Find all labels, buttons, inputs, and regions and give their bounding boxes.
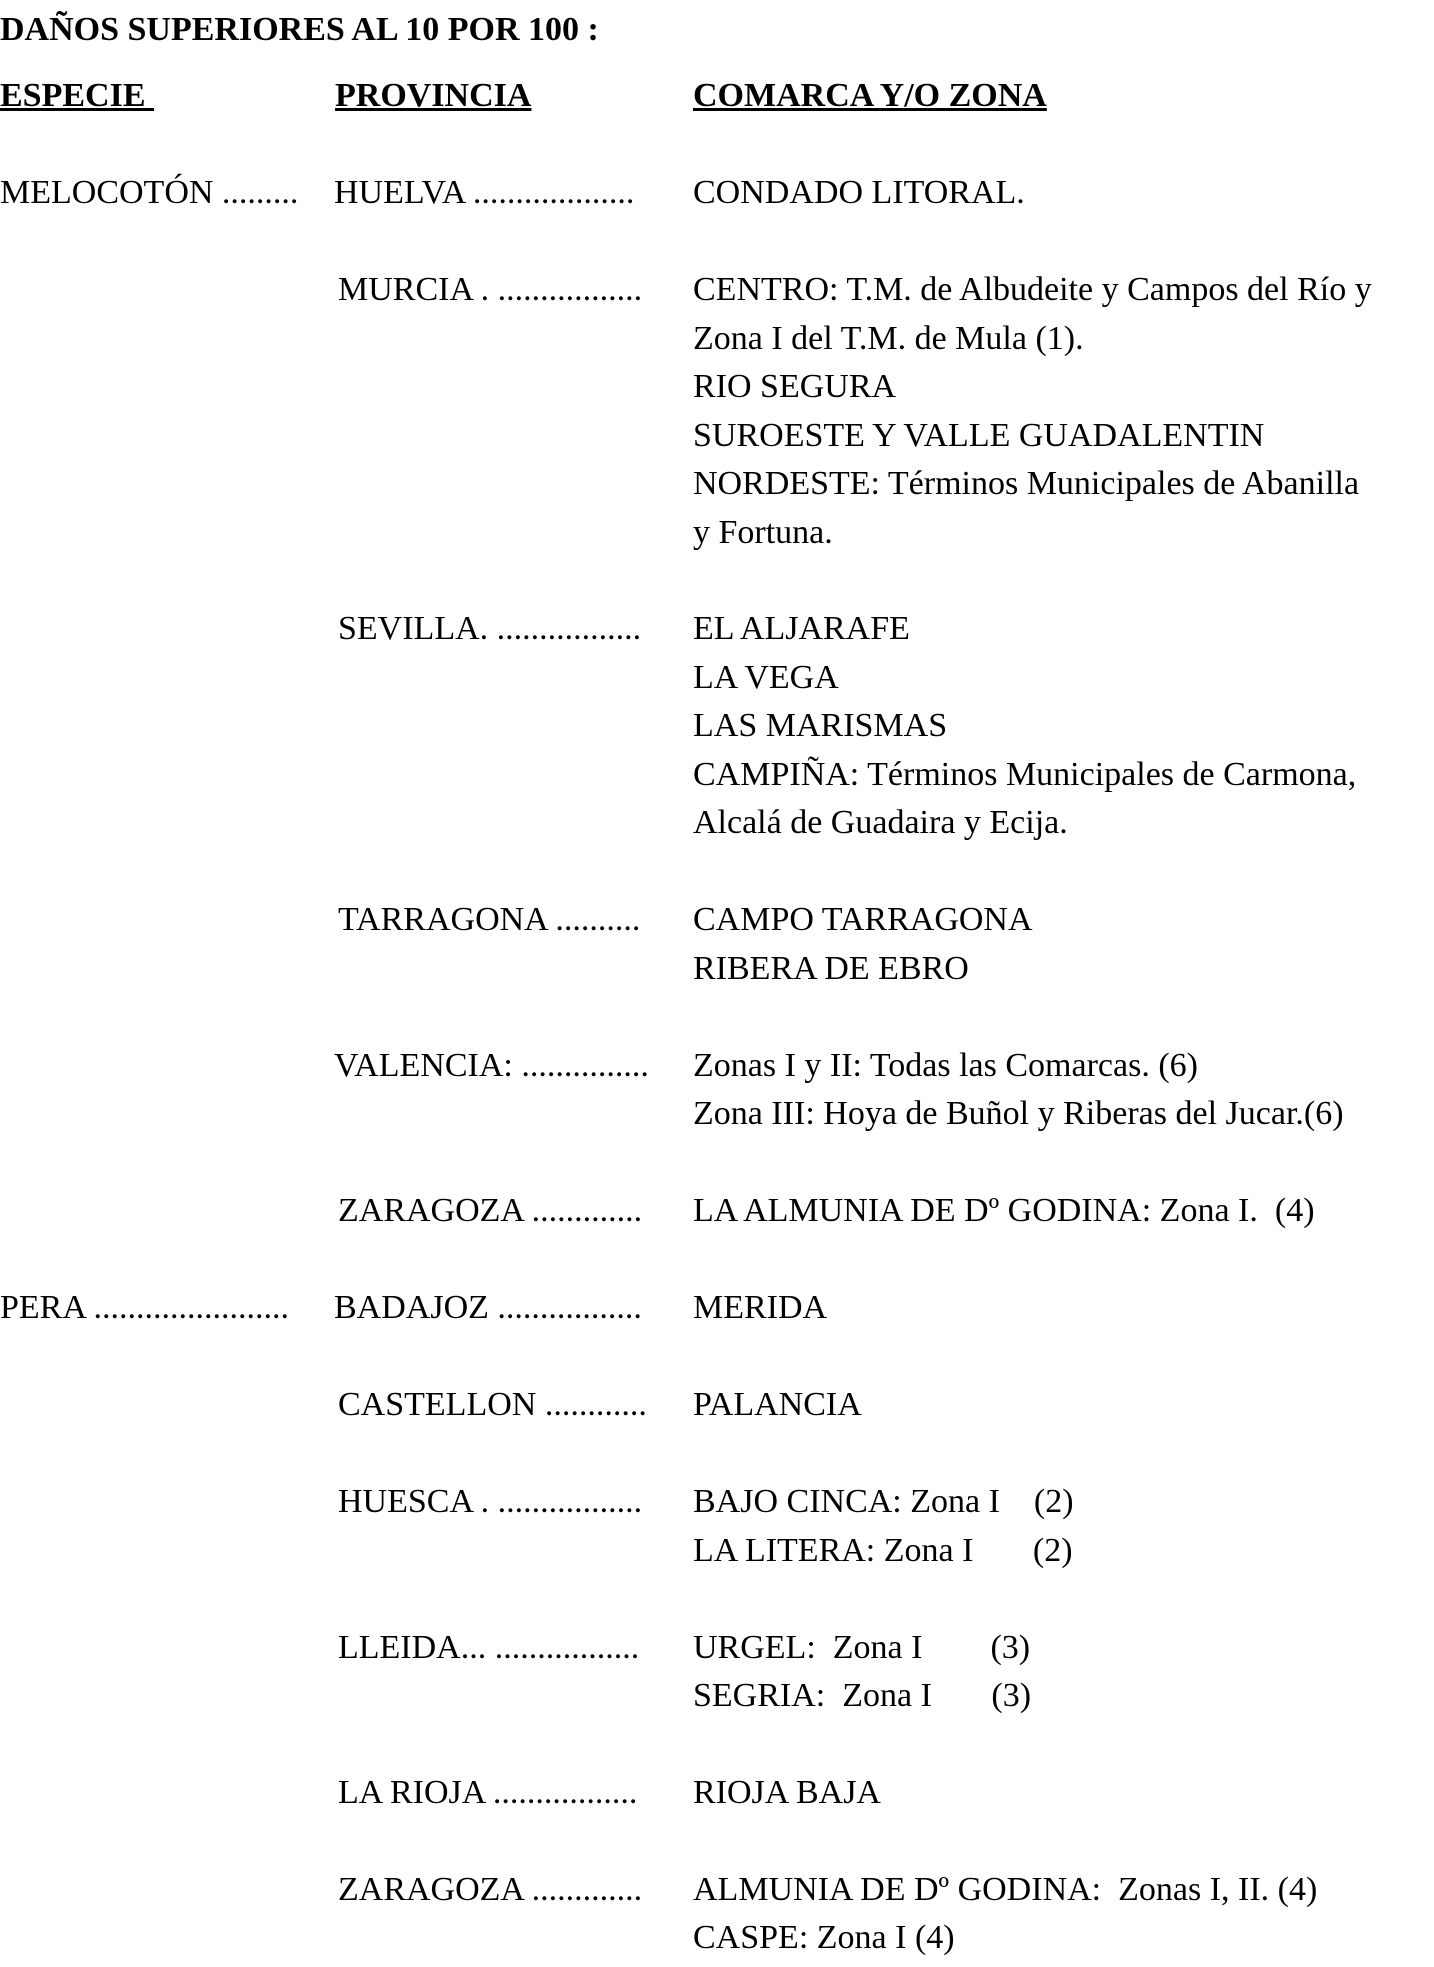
comarca-cell: Zona I del T.M. de Mula (1). bbox=[693, 320, 1084, 357]
provincia-cell: LA RIOJA ................. bbox=[338, 1774, 638, 1811]
provincia-cell: LLEIDA... ................. bbox=[338, 1629, 640, 1666]
provincia-cell: BADAJOZ ................. bbox=[334, 1289, 642, 1326]
comarca-cell: RIBERA DE EBRO bbox=[693, 950, 969, 987]
provincia-cell: ZARAGOZA ............. bbox=[338, 1871, 643, 1908]
especie-cell: PERA ....................... bbox=[0, 1289, 290, 1326]
comarca-cell: MERIDA bbox=[693, 1289, 828, 1326]
comarca-cell: RIOJA BAJA bbox=[693, 1774, 881, 1811]
comarca-cell: LA VEGA bbox=[693, 659, 839, 696]
comarca-cell: CONDADO LITORAL. bbox=[693, 174, 1025, 211]
comarca-cell: PALANCIA bbox=[693, 1386, 862, 1423]
comarca-cell: Alcalá de Guadaira y Ecija. bbox=[693, 804, 1068, 841]
comarca-cell: Zona III: Hoya de Buñol y Riberas del Jucar.(6) bbox=[693, 1095, 1344, 1132]
comarca-cell: LAS MARISMAS bbox=[693, 707, 948, 744]
comarca-cell: URGEL: Zona I (3) bbox=[693, 1629, 1031, 1666]
comarca-cell: CASPE: Zona I (4) bbox=[693, 1919, 955, 1956]
provincia-cell: ZARAGOZA ............. bbox=[338, 1192, 643, 1229]
header-especie: ESPECIE bbox=[0, 77, 154, 114]
provincia-cell: HUESCA . ................. bbox=[338, 1483, 643, 1520]
comarca-cell: RIO SEGURA bbox=[693, 368, 897, 405]
comarca-cell: ALMUNIA DE Dº GODINA: Zonas I, II. (4) bbox=[693, 1871, 1318, 1908]
comarca-cell: CENTRO: T.M. de Albudeite y Campos del Río y bbox=[693, 271, 1372, 308]
header-comarca: COMARCA Y/O ZONA bbox=[693, 77, 1047, 114]
comarca-cell: BAJO CINCA: Zona I (2) bbox=[693, 1483, 1074, 1520]
header-provincia: PROVINCIA bbox=[335, 77, 532, 114]
comarca-cell: NORDESTE: Términos Municipales de Abanilla bbox=[693, 465, 1360, 502]
provincia-cell: CASTELLON ............ bbox=[338, 1386, 647, 1423]
provincia-cell: MURCIA . ................. bbox=[338, 271, 643, 308]
comarca-cell: EL ALJARAFE bbox=[693, 610, 910, 647]
comarca-cell: LA LITERA: Zona I (2) bbox=[693, 1532, 1073, 1569]
comarca-cell: CAMPIÑA: Términos Municipales de Carmona, bbox=[693, 756, 1357, 793]
provincia-cell: VALENCIA: ............... bbox=[334, 1047, 649, 1084]
provincia-cell: HUELVA ................... bbox=[334, 174, 635, 211]
comarca-cell: CAMPO TARRAGONA bbox=[693, 901, 1033, 938]
especie-cell: MELOCOTÓN ......... bbox=[0, 174, 299, 211]
comarca-cell: Zonas I y II: Todas las Comarcas. (6) bbox=[693, 1047, 1198, 1084]
provincia-cell: SEVILLA. ................. bbox=[338, 610, 642, 647]
provincia-cell: TARRAGONA .......... bbox=[338, 901, 641, 938]
comarca-cell: SEGRIA: Zona I (3) bbox=[693, 1677, 1032, 1714]
page-title: DAÑOS SUPERIORES AL 10 POR 100 : bbox=[0, 11, 599, 48]
comarca-cell: LA ALMUNIA DE Dº GODINA: Zona I. (4) bbox=[693, 1192, 1315, 1229]
comarca-cell: y Fortuna. bbox=[693, 514, 833, 551]
comarca-cell: SUROESTE Y VALLE GUADALENTIN bbox=[693, 417, 1265, 454]
